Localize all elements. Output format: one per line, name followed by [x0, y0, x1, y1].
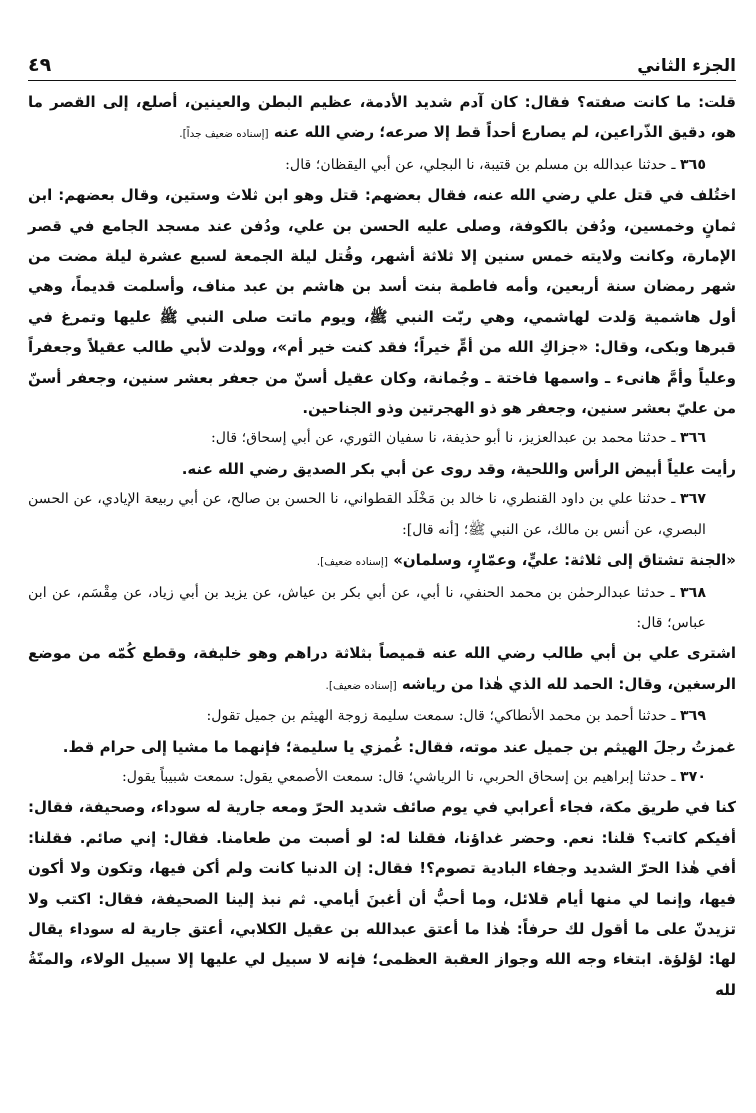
hadith-chain: ٣٦٩ ـ حدثنا أحمد بن محمد الأنطاكي؛ قال: سمعت سليمة زوجة الهيثم بن جميل تقول:: [206, 708, 706, 725]
narration-text: قلت: ما كانت صفته؟ فقال: كان آدم شديد الأدمة، عظيم البطن والعينين، أصلع، إلى القصر ما هو، دقيق الذّراعين، لم يصارع أحداً قط إلا صرعه؛ رضي الله عنه: [28, 93, 736, 142]
narration-block: [28, 87, 736, 150]
chain-text: حدثنا عبدالله بن مسلم بن قتيبة، نا البجلي، عن أبي اليقظان؛ قال:: [285, 156, 667, 173]
grading-note: [إسناده ضعيف جداً].: [179, 128, 269, 141]
hadith-number: ٣٧٠: [680, 768, 706, 785]
hadith-chain: ٣٦٧ ـ حدثنا علي بن داود القنطري، نا خالد بن مَخْلَد القطواني، نا الحسن بن صالح، عن أبي ربيعة الإيادي، عن الحسن البصري، عن أنس بن مالك، عن النبي ﷺ؛ [أنه قال]:: [28, 491, 706, 538]
hadith-number: ٣٦٨: [680, 584, 706, 601]
book-page: [28, 40, 736, 1100]
narration-text: رأيت علياً أبيض الرأس واللحية، وقد روى عن أبي بكر الصديق رضي الله عنه.: [181, 459, 736, 478]
chain-text: حدثنا إبراهيم بن إسحاق الحربي، نا الرياشي؛ قال: سمعت الأصمعي يقول: سمعت شبيباً يقول:: [122, 768, 667, 785]
running-title: الجزء الثاني: [637, 56, 736, 76]
narration-block: [28, 792, 736, 1005]
hadith-number: ٣٦٥: [680, 156, 706, 173]
narration-block: [28, 732, 736, 762]
narration-text: كنا في طريق مكة، فجاء أعرابي في يوم صائف شديد الحرّ ومعه جارية له سوداء، وصحيفة، فقال: أفيكم كاتب؟ قلنا: نعم. وحضر غداؤنا، فقلنا له: لو أصبت من طعامنا. فقال: إني صائم. فقلنا: أفي هٰذا الحرّ الشديد وجفاء البادية تصوم؟! فقال: إن الدنيا كانت ولم أكن فيها، وتكون ولا أكون فيها، وإنما لي منها أيام قلائل، وما أحبُّ أن أغبنَ أيامي. ثم نبذ إلينا الصحيفة، فقال: اكتب ولا تزيدنّ على ما أقول لك حرفاً: هٰذا ما أعتق عبدالله بن عقيل الكلابي، أعتق جارية له سوداء يقال لها: لؤلؤة. ابتغاء وجه الله وجواز العقبة العظمى؛ فإنه لا سبيل لي عليها إلا سبيل الولاء، والمنّةُ لله: [28, 798, 736, 999]
narration-block: [28, 454, 736, 484]
narration-text: اختُلف في قتل علي رضي الله عنه، فقال بعضهم: قتل وهو ابن ثلاث وستين، وقال بعضهم: ابن ثمانٍ وخمسين، ودُفن بالكوفة، وصلى عليه الحسن بن علي، ودُفن عند مسجد الجامع في قصر الإمارة، وكانت ولايته خمس سنين إلا ثلاثة أشهر، وقُتل ليلة الجمعة لسبع عشرة ليلة مضت من شهر رمضان سنة أربعين، وأمه فاطمة بنت أسد بن هاشم بن عبد مناف، وأسلمت قديماً، وهي أول هاشمية وَلدت لهاشمي، وهي ربّت النبي ﷺ، ويوم ماتت صلى النبي ﷺ عليها وتمرغ في قبرها وبكى، وقال: «جزاكِ الله من أمٍّ خيراً؛ فقد كنت خير أم»، وولدت لأبي طالب عقيلاً وجعفراً وعلياً وأمَّ هانىء ـ واسمها فاختة ـ وجُمانة، وكان عقيل أسنّ من جعفر بعشر سنين، وجعفر أسنّ من عليّ بعشر سنين، وجعفر هو ذو الهجرتين وذو الجناحين.: [28, 186, 736, 418]
narration-block: [28, 180, 736, 423]
hadith-chain: ٣٦٨ ـ حدثنا عبدالرحمٰن بن محمد الحنفي، نا أبي، عن أبي بكر بن عياش، عن يزيد بن أبي زياد، عن مِقْسَم، عن ابن عباس؛ قال:: [28, 584, 706, 631]
narration-text: «الجنة تشتاق إلى ثلاثة: عليٍّ، وعمّارٍ، وسلمان»: [393, 551, 736, 570]
hadith-chain: ٣٦٦ ـ حدثنا محمد بن عبدالعزيز، نا أبو حذيفة، نا سفيان الثوري، عن أبي إسحاق؛ قال:: [210, 430, 706, 447]
hadith-chain: ٣٧٠ ـ حدثنا إبراهيم بن إسحاق الحربي، نا الرياشي؛ قال: سمعت الأصمعي يقول: سمعت شبيباً يقول:: [122, 768, 706, 785]
hadith-number: ٣٦٩: [680, 708, 706, 725]
grading-note: [إسناده ضعيف].: [325, 679, 397, 692]
hadith-number: ٣٦٧: [680, 491, 706, 508]
narration-block: [28, 545, 736, 577]
hadith-chain: ٣٦٥ ـ حدثنا عبدالله بن مسلم بن قتيبة، نا البجلي، عن أبي اليقظان؛ قال:: [285, 156, 706, 173]
chain-text: حدثنا أحمد بن محمد الأنطاكي؛ قال: سمعت سليمة زوجة الهيثم بن جميل تقول:: [206, 708, 667, 725]
page-number: ٤٩: [28, 54, 52, 76]
body-text: [28, 87, 736, 1005]
narration-block: [28, 638, 736, 701]
chain-text: حدثنا علي بن داود القنطري، نا خالد بن مَخْلَد القطواني، نا الحسن بن صالح، عن أبي ربيعة الإيادي، عن الحسن البصري، عن أنس بن مالك، عن النبي ﷺ؛ [أنه قال]:: [28, 491, 706, 538]
header-rule: [28, 80, 736, 81]
chain-text: حدثنا عبدالرحمٰن بن محمد الحنفي، نا أبي، عن أبي بكر بن عياش، عن يزيد بن أبي زياد، عن مِقْسَم، عن ابن عباس؛ قال:: [28, 584, 706, 631]
chain-text: حدثنا محمد بن عبدالعزيز، نا أبو حذيفة، نا سفيان الثوري، عن أبي إسحاق؛ قال:: [210, 430, 667, 447]
grading-note: [إسناده ضعيف].: [316, 556, 388, 569]
narration-text: اشترى علي بن أبي طالب رضي الله عنه قميصاً بثلاثة دراهم وهو خليفة، وقطع كُمّه من موضع الرسغين، وقال: الحمد لله الذي هٰذا من رياشه: [28, 644, 736, 693]
page-header: [28, 40, 736, 76]
narration-text: غمزتُ رجلَ الهيثم بن جميل عند موته، فقال: غُمزي يا سليمة؛ فإنهما ما مشيا إلى حرام قط.: [62, 737, 736, 756]
hadith-number: ٣٦٦: [680, 430, 706, 447]
